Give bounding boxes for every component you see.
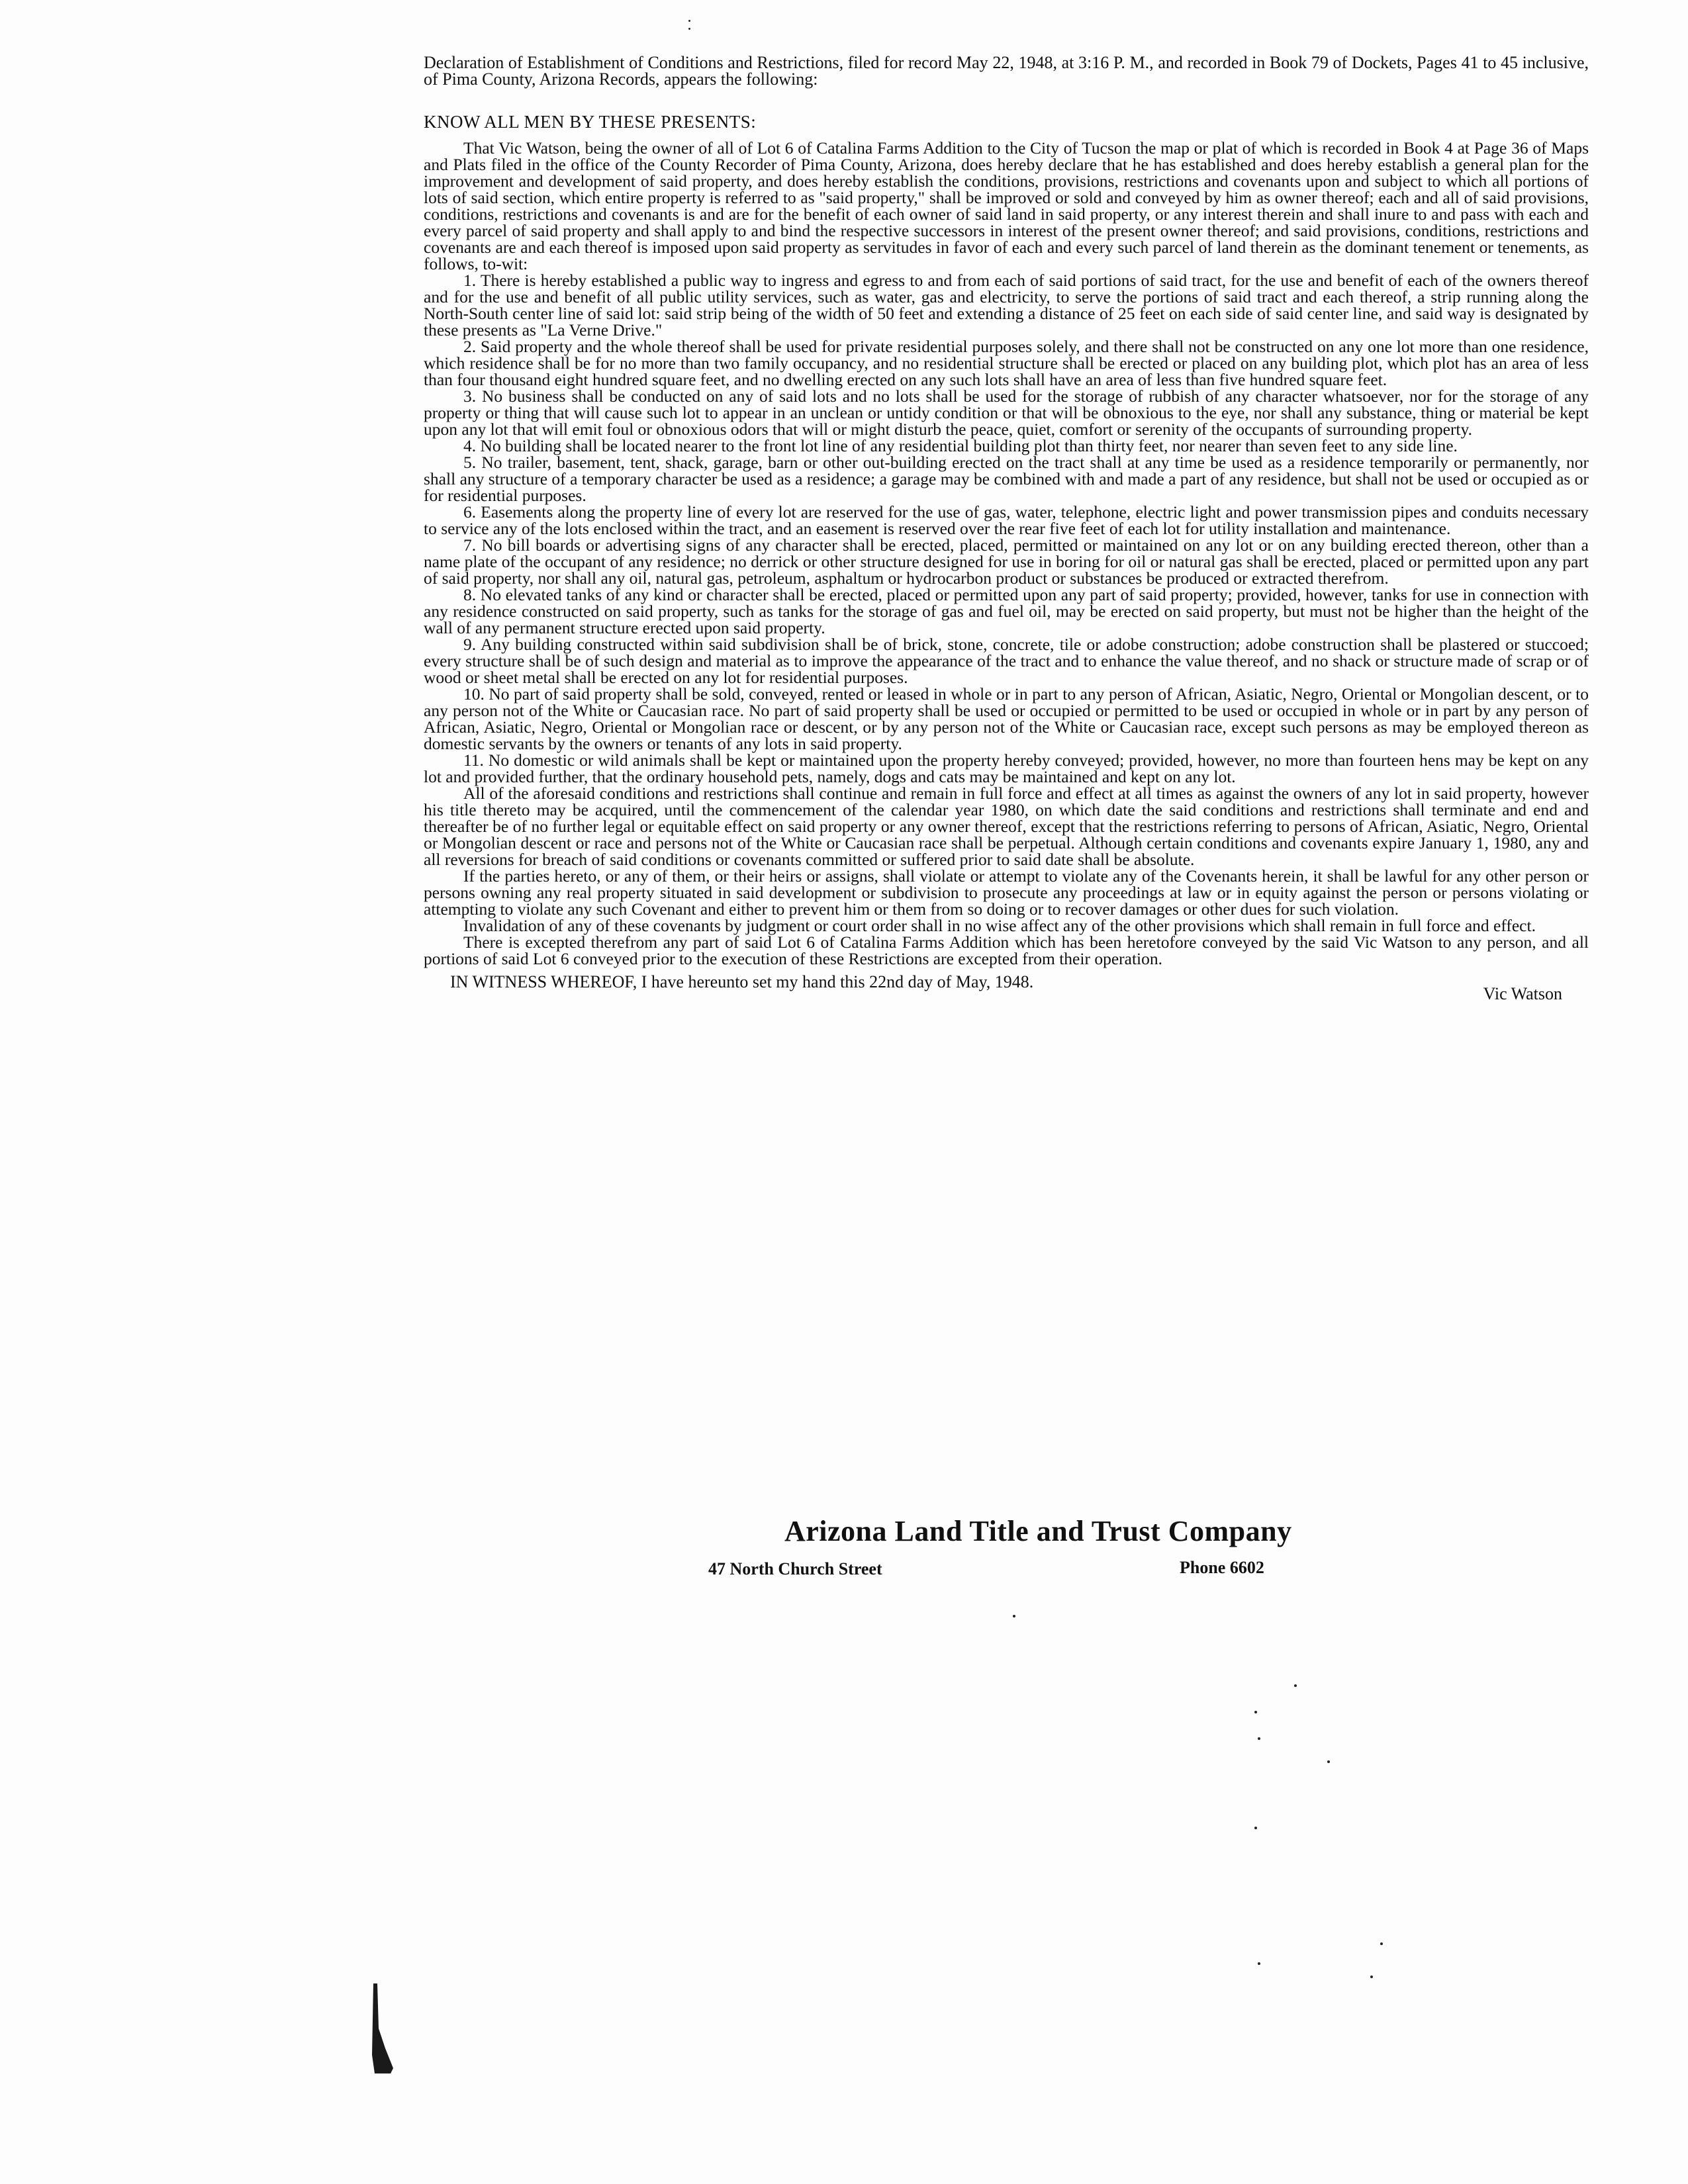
scan-speck (1013, 1615, 1015, 1617)
scan-speck (1294, 1684, 1297, 1687)
company-address: 47 North Church Street (708, 1559, 882, 1578)
company-footer (424, 1514, 1589, 1594)
witness-block (424, 974, 1589, 1011)
scan-speck (1327, 1760, 1330, 1763)
restriction-item: 7. No bill boards or advertising signs of any character shall be erected, placed, permitted or maintained on any lot or on any building erected thereon, other than a name plate of the occupant of any residence; no derrick or other structure designed for use in boring for oil or natural gas shall be erected, placed or permitted upon any part of said property, nor shall any oil, natural gas, petroleum, asphaltum or hydrocarbon product or substances be produced or extracted therefrom. (424, 535, 1589, 588)
restriction-item: 1. There is hereby established a public way to ingress and egress to and from each of said portions of said tract, for the use and benefit of each of the owners thereof and for the use and benefit of all public utility services, such as water, gas and electricity, to serve the portions of said tract and each thereof, a strip running along the North-South center line of said lot: said strip being of the width of 50 feet and extending a distance of 25 feet on each side of said center line, and said way is designated by these presents as "La Verne Drive." (424, 271, 1589, 340)
closing-paragraph: All of the aforesaid conditions and restrictions shall continue and remain in full force and effect at all times as against the owners of any lot in said property, however his title thereto may be acquired, until the commencement of the calendar year 1980, on which date the said conditions and restrictions shall terminate and end and thereafter be of no further legal or equitable effect on said property or any owner thereof, except that the restrictions referring to persons of African, Asiatic, Negro, Oriental or Mongolian descent or race and persons not of the White or Caucasian race shall be perpetual. Although certain conditions and covenants expire January 1, 1980, any and all reversions for breach of said conditions or covenants committed or suffered prior to said date shall be absolute. (424, 784, 1589, 869)
restriction-item: 8. No elevated tanks of any kind or character shall be erected, placed or permitted upon any part of said property; provided, however, tanks for use in connection with any residence constructed on said property, such as tanks for the storage of gas and fuel oil, may be erected on said property, but must not be higher than the height of the wall of any permanent structure erected upon said property. (424, 585, 1589, 637)
company-name: Arizona Land Title and Trust Company (784, 1515, 1292, 1547)
closing-paragraph: If the parties hereto, or any of them, or their heirs or assigns, shall violate or attempt to violate any of the Covenants herein, it shall be lawful for any other person or persons owning any real property situated in said development or subdivision to prosecute any proceedings at law or in equity against the person or persons violating or attempting to violate any such Covenant and either to prevent him or them from so doing or to recover damages or other dues for such violation. (424, 866, 1589, 919)
preamble-paragraph: That Vic Watson, being the owner of all of Lot 6 of Catalina Farms Addition to the City of Tucson the map or plat of which is recorded in Book 4 at Page 36 of Maps and Plats filed in the office of the County Recorder of Pima County, Arizona, does hereby declare that he has established and does hereby establish a general plan for the improvement and development of said property, and does hereby establish the conditions, provisions, restrictions and covenants upon and subject to which all portions of lots of said section, which entire property is referred to as "said property," shall be improved or sold and conveyed by him as owner thereof; each and all of said provisions, conditions, restrictions and covenants is and are for the benefit of each owner of said land in said property, or any interest therein and shall inure to and pass with each and every parcel of said property and shall apply to and bind the respective successors in interest of the present owner thereof; and said provisions, conditions, restrictions and covenants are and each thereof is imposed upon said property as servitudes in favor of each and every such parcel of land therein as the dominant tenement or tenements, as follows, to-wit: (424, 138, 1589, 273)
declaration-text (424, 54, 1589, 1011)
restriction-item: 9. Any building constructed within said subdivision shall be of brick, stone, concrete, tile or adobe construction; adobe construction shall be plastered or stuccoed; every structure shall be of such design and material as to improve the appearance of the tract and to enhance the value thereof, and no shack or structure made of scrap or of wood or sheet metal shall be erected on any lot for residential purposes. (424, 635, 1589, 687)
document-heading: KNOW ALL MEN BY THESE PRESENTS: (424, 112, 757, 132)
company-phone: Phone 6602 (1180, 1558, 1264, 1577)
signer-name: Vic Watson (1483, 984, 1562, 1003)
restriction-item: 5. No trailer, basement, tent, shack, garage, barn or other out-building erected on the tract shall at any time be used as a residence temporarily or permanently, nor shall any structure of a temporary character be used as a residence; a garage may be combined with and made a part of any residence, but shall not be used or occupied as or for residential purposes. (424, 453, 1589, 505)
closing-provisions (424, 785, 1589, 967)
restriction-item: 6. Easements along the property line of every lot are reserved for the use of gas, water, telephone, electric light and power transmission pipes and conduits necessary to service any of the lots enclosed within the tract, and an easement is reserved over the rear five feet of each lot for utility installation and maintenance. (424, 502, 1589, 538)
restriction-list (424, 272, 1589, 785)
scan-speck (1254, 1827, 1257, 1829)
witness-clause: IN WITNESS WHEREOF, I have hereunto set my hand this 22nd day of May, 1948. (450, 972, 1034, 991)
scan-speck (1258, 1737, 1260, 1740)
binding-edge-mark (371, 1982, 397, 2075)
scan-speck (1370, 1976, 1373, 1978)
restriction-item: 3. No business shall be conducted on any of said lots and no lots shall be used for the storage of rubbish of any character whatsoever, nor for the storage of any property or thing that will cause such lot to appear in an unclean or untidy condition or that will be obnoxious to the eye, nor shall any substance, thing or material be kept upon any lot that will emit foul or obnoxious odors that will or might disturb the peace, quiet, comfort or serenity of the occupants of surrounding property. (424, 387, 1589, 439)
restriction-item: 11. No domestic or wild animals shall be kept or maintained upon the property hereby conveyed; provided, however, no more than fourteen hens may be kept on any lot and provided further, that the ordinary household pets, namely, dogs and cats may be maintained and kept on any lot. (424, 751, 1589, 786)
scan-speck (688, 28, 690, 30)
record-intro: Declaration of Establishment of Conditions and Restrictions, filed for record May 22, 1948, at 3:16 P. M., and recorded in Book 79 of Dockets, Pages 41 to 45 inclusive, of Pima County, Arizona Records, appears the following: (424, 53, 1589, 89)
closing-paragraph: Invalidation of any of these covenants by judgment or court order shall in no wise affect any of the other provisions which shall remain in full force and effect. (463, 916, 1536, 935)
scan-speck (1258, 1962, 1260, 1965)
closing-paragraph: There is excepted therefrom any part of said Lot 6 of Catalina Farms Addition which has been heretofore conveyed by the said Vic Watson to any person, and all portions of said Lot 6 conveyed prior to the execution of these Restrictions are excepted from their operation. (424, 933, 1589, 968)
restriction-item: 4. No building shall be located nearer to the front lot line of any residential building plot than thirty feet, nor nearer than seven feet to any side line. (463, 436, 1458, 455)
scan-speck (1380, 1942, 1383, 1945)
scan-speck (1254, 1711, 1257, 1713)
restriction-item: 2. Said property and the whole thereof shall be used for private residential purposes solely, and there shall not be constructed on any one lot more than one residence, which residence shall be for no more than two family occupancy, and no residential structure shall be erected or placed on any building plot, which plot has an area of less than four thousand eight hundred square feet, and no dwelling erected on any such lots shall have an area of less than five hundred square feet. (424, 337, 1589, 389)
scan-speck (688, 20, 690, 22)
restriction-item: 10. No part of said property shall be sold, conveyed, rented or leased in whole or in part to any person of African, Asiatic, Negro, Oriental or Mongolian descent, or to any person not of the White or Caucasian race. No part of said property shall be used or occupied or permitted to be used or occupied in whole or in part by any person of African, Asiatic, Negro, Oriental or Mongolian race or descent, or by any person not of the White or Caucasian race, except such persons as may be employed thereon as domestic servants by the owners or tenants of any lots in said property. (424, 684, 1589, 753)
